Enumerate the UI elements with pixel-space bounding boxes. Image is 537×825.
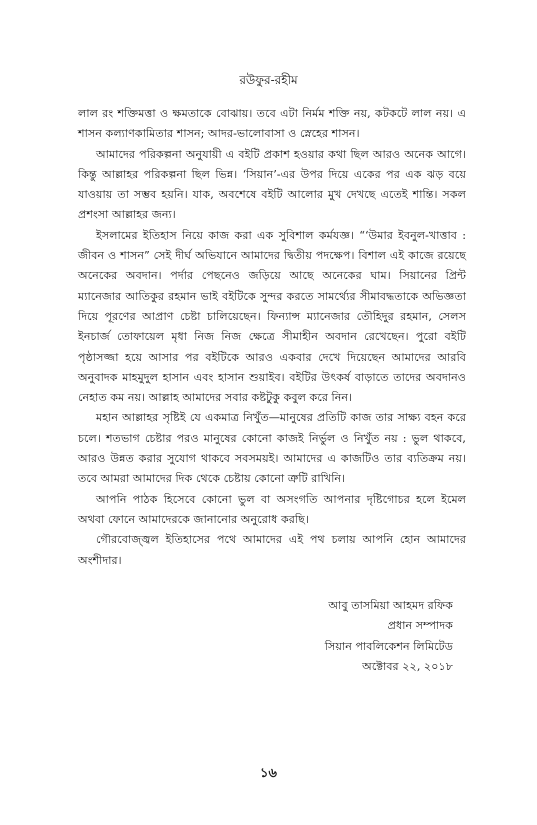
running-head: রউফুর-রহীম [239, 73, 298, 87]
page-number: ১৬ [260, 766, 277, 781]
paragraph-4: মহান আল্লাহর সৃষ্টিই যে একমাত্র নিখুঁত—মানুষের প্রতিটি কাজ তার সাক্ষ্য বহন করে চলে। শতভাগ চেষ্টার পরও মানুষের কোনো কাজই নির্ভুল ও নিখুঁত নয় : ভুল থাকবে, আরও উন্নত করার সুযোগ থাকবে সবসময়ই। আমাদের এ কাজটিও তার ব্যতিক্রম নয়। তবে আমরা আমাদের দিক থেকে চেষ্টায় কোনো ত্রুটি রাখিনি। [78, 411, 466, 486]
paragraph-2: আমাদের পরিকল্পনা অনুযায়ী এ বইটি প্রকাশ হওয়ার কথা ছিল আরও অনেক আগে। কিন্তু আল্লাহর পরিকল্পনা ছিল ভিন্ন। ‘সিয়ান’-এর উপর দিয়ে একের পর এক ঝড় বয়ে যাওয়ায় তা সম্ভব হয়নি। যাক, অবশেষে বইটি আলোর মুখ দেখছে এতেই শান্তি। সকল প্রশংসা আল্লাহর জন্য। [78, 147, 466, 222]
paragraph-5: আপনি পাঠক হিসেবে কোনো ভুল বা অসংগতি আপনার দৃষ্টিগোচর হলে ইমেল অথবা ফোনে আমাদেরকে জানানোর অনুরোধ করছি। [78, 492, 466, 526]
signature-name: আবু তাসমিয়া আহমদ রফিক [328, 599, 453, 612]
signature-role: প্রধান সম্পাদক [387, 619, 453, 633]
signature-block [325, 596, 453, 677]
paragraph-1: লাল রং শক্তিমত্তা ও ক্ষমতাকে বোঝায়। তবে এটা নির্মম শক্তি নয়, কটকটে লাল নয়। এ শাসন কল্যাণকামিতার শাসন; আদর-ভালোবাসা ও স্নেহের শাসন। [78, 107, 466, 141]
paragraph-3: ইসলামের ইতিহাস নিয়ে কাজ করা এক সুবিশাল কর্মযজ্ঞ। “‘উমার ইবনুল-খাত্তাব : জীবন ও শাসন” সেই দীর্ঘ অভিযানে আমাদের দ্বিতীয় পদক্ষেপ। বিশাল এই কাজে রয়েছে অনেকের অবদান। পর্দার পেছনেও জড়িয়ে আছে অনেকের ঘাম। সিয়ানের প্রিন্ট ম্যানেজার আতিকুর রহমান ভাই বইটিকে সুন্দর করতে সামর্থ্যের সীমাবদ্ধতাকে অভিজ্ঞতা দিয়ে পূরণের আপ্রাণ চেষ্টা চালিয়েছেন। ফিন্যান্স ম্যানেজার তৌহিদুর রহমান, সেলস ইনচার্জ তোফায়েল মৃধা নিজ নিজ ক্ষেত্রে সীমাহীন অবদান রেখেছেন। পুরো বইটি পৃষ্ঠাসজ্জা হয়ে আসার পর বইটিকে আরও একবার দেখে দিয়েছেন আমাদের আরবি অনুবাদক মাহমুদুল হাসান এবং হাসান শুয়াইব। বইটির উৎকর্ষ বাড়াতে তাদের অবদানও নেহাত কম নয়। আল্লাহ আমাদের সবার কষ্টটুকু কবুল করে নিন। [78, 228, 466, 405]
signature-date: অক্টোবর ২২, ২০১৮ [362, 659, 453, 673]
body-text [78, 104, 466, 571]
paragraph-6: গৌরবোজ্জ্বল ইতিহাসের পথে আমাদের এই পথ চলায় আপনি হোন আমাদের অংশীদার। [78, 533, 466, 567]
signature-organization: সিয়ান পাবলিকেশন লিমিটেড [324, 639, 453, 653]
